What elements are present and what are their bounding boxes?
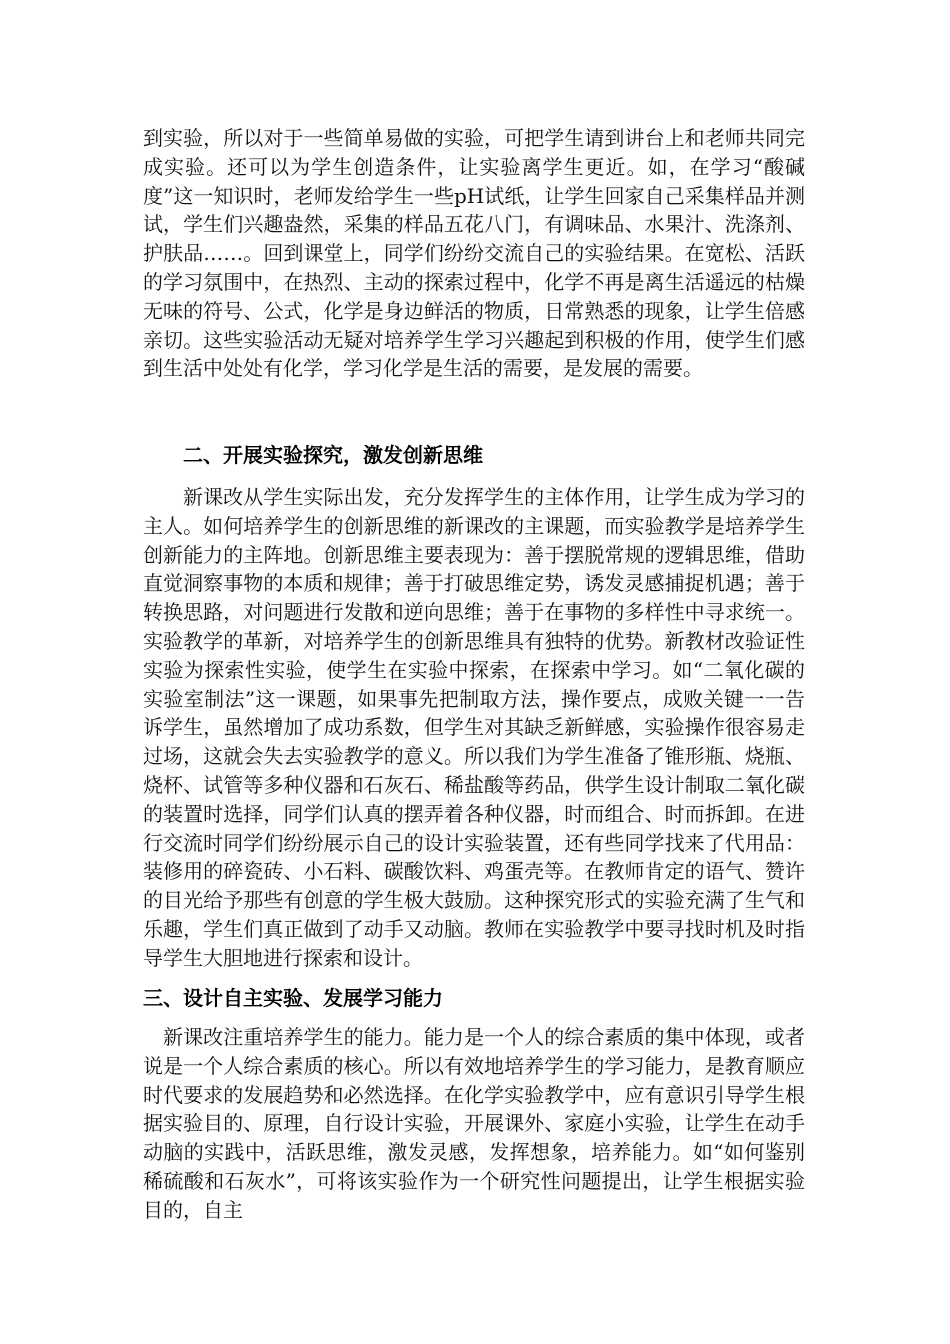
body-paragraph-2: 新课改从学生实际出发，充分发挥学生的主体作用，让学生成为学习的主人。如何培养学生的创新思维的新课改的主课题，而实验教学是培养学生创新能力的主阵地。创新思维主要表现为：善于摆脱常规的逻辑思维，借助直觉洞察事物的本质和规律；善于打破思维定势，诱发灵感捕捉机遇；善于转换思路，对问题进行发散和逆向思维；善于在事物的多样性中寻求统一。实验教学的革新，对培养学生的创新思维具有独特的优势。新教材改验证性实验为探索性实验，使学生在实验中探索，在探索中学习。如“二氧化碳的实验室制法”这一课题，如果事先把制取方法，操作要点，成败关键一一告诉学生，虽然增加了成功系数，但学生对其缺乏新鲜感，实验操作很容易走过场，这就会失去实验教学的意义。所以我们为学生准备了锥形瓶、烧瓶、烧杯、试管等多种仪器和石灰石、稀盐酸等药品，供学生设计制取二氧化碳的装置时选择，同学们认真的摆弄着各种仪器，时而组合、时而拆卸。在进行交流时同学们纷纷展示自己的设计实验装置，还有些同学找来了代用品：装修用的碎瓷砖、小石料、碳酸饮料、鸡蛋壳等。在教师肯定的语气、赞许的目光给予那些有创意的学生极大鼓励。这种探究形式的实验充满了生气和乐趣，学生们真正做到了动手又动脑。教师在实验教学中要寻找时机及时指导学生大胆地进行探索和设计。 <box>143 485 805 970</box>
body-paragraph-3: 新课改注重培养学生的能力。能力是一个人的综合素质的集中体现，或者说是一个人综合素质的核心。所以有效地培养学生的学习能力，是教育顺应时代要求的发展趋势和必然选择。在化学实验教学中，应有意识引导学生根据实验目的、原理，自行设计实验，开展课外、家庭小实验，让学生在动手动脑的实践中，活跃思维，激发灵感，发挥想象，培养能力。如“如何鉴别稀硫酸和石灰水”，可将该实验作为一个研究性问题提出，让学生根据实验目的，自主 <box>143 1025 805 1222</box>
section-heading-3: 三、设计自主实验、发展学习能力 <box>143 986 443 1010</box>
body-paragraph-1: 到实验，所以对于一些简单易做的实验，可把学生请到讲台上和老师共同完成实验。还可以为学生创造条件，让实验离学生更近。如，在学习“酸碱度”这一知识时，老师发给学生一些pH试纸，让学生回家自己采集样品并测试，学生们兴趣盎然，采集的样品五花八门，有调味品、水果汁、洗涤剂、护肤品……。回到课堂上，同学们纷纷交流自己的实验结果。在宽松、活跃的学习氛围中，在热烈、主动的探索过程中，化学不再是离生活遥远的枯燥无味的符号、公式，化学是身边鲜活的物质，日常熟悉的现象，让学生倍感亲切。这些实验活动无疑对培养学生学习兴趣起到积极的作用，使学生们感到生活中处处有化学，学习化学是生活的需要，是发展的需要。 <box>143 126 805 381</box>
section-heading-2: 二、开展实验探究，激发创新思维 <box>183 443 483 467</box>
